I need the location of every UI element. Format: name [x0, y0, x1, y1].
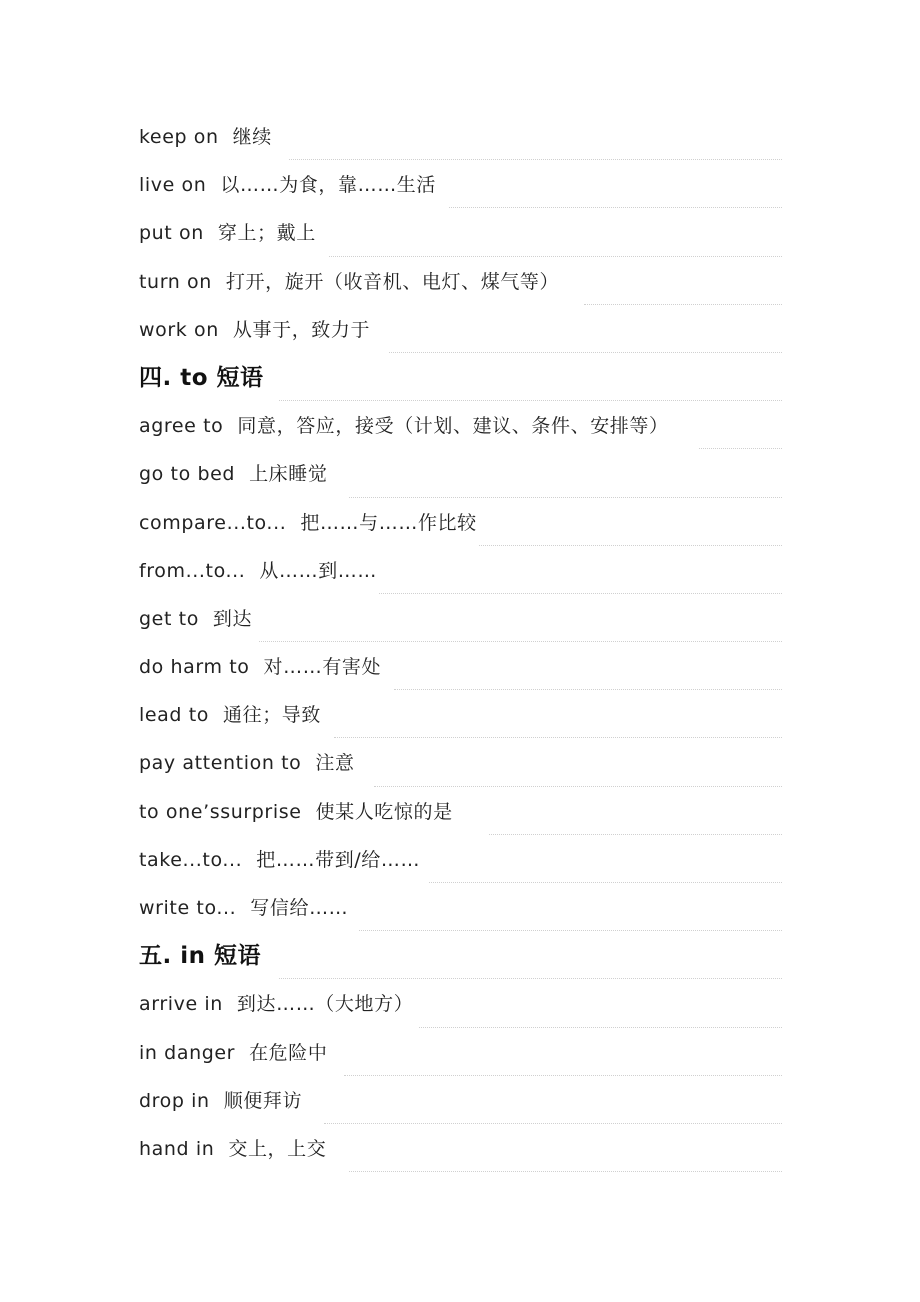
phrase-chinese: 从事于，致力于: [232, 318, 371, 341]
phrase-chinese: 交上，上交: [228, 1137, 327, 1160]
phrase-list: [139, 113, 782, 1173]
phrase-english: get to: [139, 607, 199, 630]
list-item: [139, 1029, 782, 1077]
list-item: [139, 450, 782, 498]
phrase-chinese: 穿上；戴上: [217, 222, 316, 245]
list-item: [139, 691, 782, 739]
phrase-chinese: 到达……（大地方）: [236, 993, 414, 1016]
phrase-chinese: 注意: [315, 752, 355, 775]
phrase-chinese: 到达: [212, 607, 253, 630]
phrase-chinese: 使某人吃惊的是: [315, 800, 453, 823]
list-item: [139, 980, 782, 1028]
phrase-english: turn on: [139, 270, 212, 293]
phrase-english: from...to...: [139, 559, 246, 582]
list-item: [139, 788, 782, 836]
phrase-english: lead to: [139, 704, 209, 727]
list-item: [139, 1077, 782, 1125]
list-item: [139, 643, 782, 691]
list-item: [139, 161, 782, 209]
phrase-english: in danger: [139, 1041, 236, 1064]
list-item: [139, 258, 782, 306]
list-item: [139, 499, 782, 547]
phrase-english: put on: [139, 222, 204, 245]
phrase-chinese: 在危险中: [249, 1041, 328, 1064]
list-item: [139, 884, 782, 932]
phrase-english: to one’ssurprise: [139, 800, 302, 823]
list-item: [139, 739, 782, 787]
phrase-chinese: 上床睡觉: [249, 463, 328, 486]
list-item: [139, 547, 782, 595]
list-item: [139, 113, 782, 161]
phrase-english: live on: [139, 174, 207, 197]
list-item: [139, 1125, 782, 1173]
phrase-chinese: 把……带到/给……: [256, 848, 421, 871]
phrase-chinese: 写信给……: [250, 897, 349, 919]
phrase-english: write to...: [139, 897, 237, 919]
phrase-chinese: 同意，答应，接受（计划、建议、条件、安排等）: [237, 415, 669, 438]
phrase-chinese: 通往；导致: [223, 704, 322, 727]
phrase-chinese: 以……为食，靠……生活: [220, 174, 437, 197]
list-item: [139, 836, 782, 884]
phrase-english: hand in: [139, 1137, 215, 1160]
phrase-chinese: 把……与……作比较: [300, 511, 477, 534]
phrase-english: pay attention to: [139, 752, 302, 775]
list-item: [139, 209, 782, 257]
phrase-chinese: 打开，旋开（收音机、电灯、煤气等）: [225, 270, 560, 293]
phrase-english: go to bed: [139, 463, 236, 486]
phrase-english: do harm to: [139, 656, 250, 679]
list-item: [139, 402, 782, 450]
phrase-chinese: 继续: [232, 126, 272, 148]
phrase-english: agree to: [139, 415, 224, 438]
phrase-english: take...to...: [139, 848, 243, 871]
phrase-chinese: 对……有害处: [263, 656, 382, 679]
section-heading: 四. to 短语: [139, 354, 782, 402]
phrase-chinese: 从……到……: [259, 559, 378, 582]
phrase-english: keep on: [139, 126, 219, 148]
phrase-english: drop in: [139, 1089, 210, 1112]
list-item: [139, 306, 782, 354]
phrase-english: arrive in: [139, 993, 223, 1016]
phrase-chinese: 顺便拜访: [223, 1089, 303, 1112]
list-item: [139, 595, 782, 643]
phrase-english: compare...to...: [139, 511, 287, 534]
phrase-english: work on: [139, 318, 219, 341]
section-heading: 五. in 短语: [139, 932, 782, 980]
